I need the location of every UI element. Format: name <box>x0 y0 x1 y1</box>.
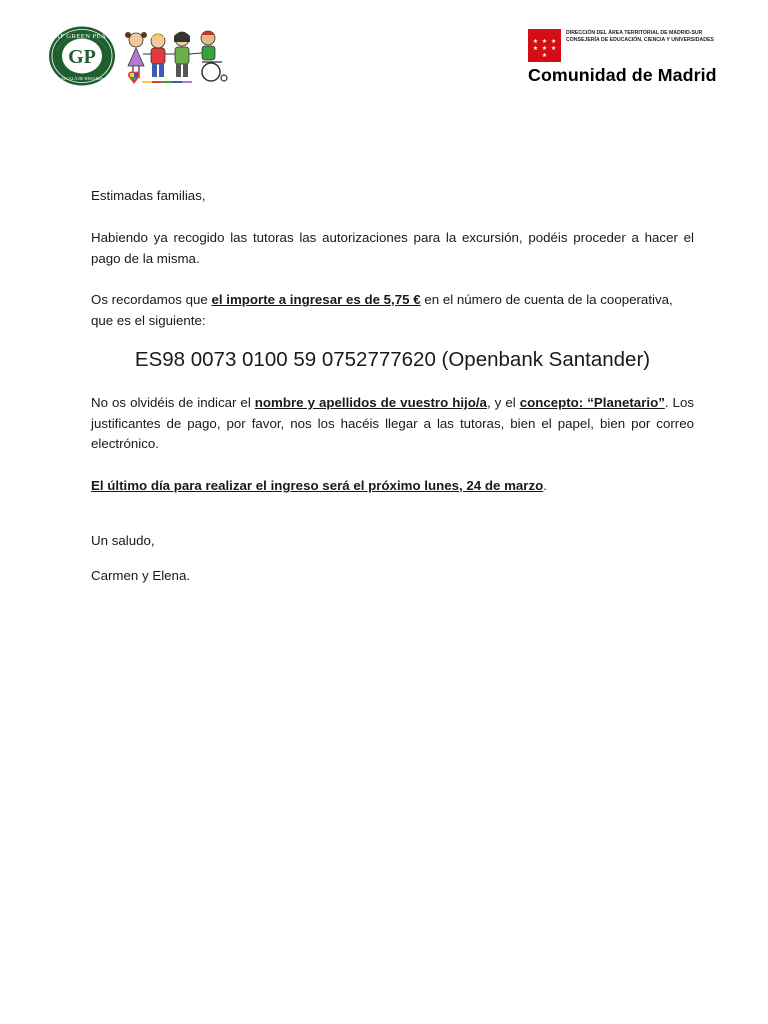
svg-text:GP: GP <box>68 46 96 68</box>
svg-text:ALCALÁ DE HENARES: ALCALÁ DE HENARES <box>61 76 103 81</box>
greeting: Estimadas familias, <box>91 188 206 203</box>
amount-emphasis: el importe a ingresar es de 5,75 € <box>211 292 421 307</box>
comunidad-madrid-logo <box>528 29 738 89</box>
closing: Un saludo, <box>91 533 155 548</box>
institution-line2: CONSEJERÍA DE EDUCACIÓN, CIENCIA Y UNIVERSIDADES <box>566 37 714 44</box>
children-holding-hands-logo <box>122 26 230 86</box>
deadline-emphasis: El último día para realizar el ingreso será el próximo lunes, 24 de marzo <box>91 478 544 493</box>
madrid-flag-icon: ★ ★ ★ ★ ★ ★ ★ <box>528 29 561 62</box>
iban-account: ES98 0073 0100 59 0752777620 (Openbank Santander) <box>134 348 651 371</box>
institution-department <box>566 30 741 45</box>
institution-name: Comunidad de Madrid <box>528 65 717 85</box>
paragraph-instructions: No os olvidéis de indicar el nombre y apellidos de vuestro hijo/a, y el concepto: “Planetario”. Los justificantes de pago, por favor, nos los hacéis llegar a las tutoras, bien el papel, bien por correo electrónico. <box>91 395 694 451</box>
signature: Carmen y Elena. <box>91 568 191 583</box>
name-emphasis: nombre y apellidos de vuestro hijo/a <box>254 395 487 410</box>
paragraph-amount: Os recordamos que el importe a ingresar es de 5,75 € en el número de cuenta de la cooperativa, que es el siguiente: <box>91 292 673 328</box>
institution-line1: DIRECCIÓN DEL ÁREA TERRITORIAL DE MADRID-SUR <box>566 30 703 36</box>
svg-text:CEIP GREEN PEACE: CEIP GREEN PEACE <box>48 33 116 40</box>
school-seal-logo <box>47 25 117 87</box>
concept-emphasis: concepto: “Planetario” <box>519 395 665 410</box>
paragraph-deadline: El último día para realizar el ingreso será el próximo lunes, 24 de marzo. <box>91 478 547 493</box>
paragraph-authorizations: Habiendo ya recogido las tutoras las autorizaciones para la excursión, podéis proceder a hacer el pago de la misma. <box>91 230 694 266</box>
